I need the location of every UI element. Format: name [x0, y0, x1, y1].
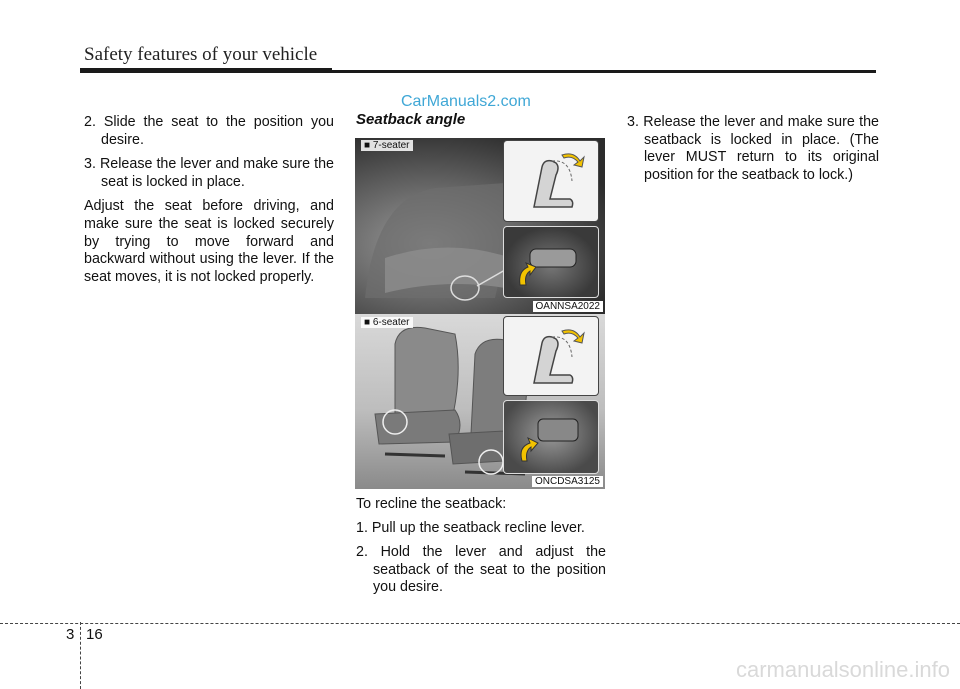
lever-closeup-inset — [503, 226, 599, 298]
seat-recline-icon — [504, 141, 598, 221]
body-paragraph: Adjust the seat before driving, and make sure the seat is locked securely by trying to move forward and backward without using the lever. If the seat moves, it is not locked properly. — [84, 198, 334, 285]
page-number: 16 — [86, 626, 103, 643]
watermark-link[interactable]: CarManuals2.com — [401, 93, 531, 110]
recline-diagram-inset — [503, 140, 599, 222]
seat-recline-icon — [504, 317, 598, 395]
figure-tag: ■ 7-seater — [361, 140, 413, 151]
lever-arrow-icon — [504, 227, 598, 297]
figure-7-seater — [355, 138, 605, 314]
header-rule — [80, 70, 876, 73]
lever-closeup-inset — [503, 400, 599, 474]
lever-arrow-icon — [504, 401, 598, 473]
instruction-step: 1. Pull up the seatback recline lever. — [356, 519, 585, 536]
page-header-title: Safety features of your vehicle — [84, 44, 318, 65]
instruction-step: 3. Release the lever and make sure the seatback is locked in place. (The lever MUST return to its original position for the seatback to lock.) — [627, 114, 879, 183]
column-3 — [627, 114, 879, 191]
chapter-number: 3 — [66, 626, 75, 643]
instruction-step: 2. Slide the seat to the position you desire. — [84, 114, 334, 148]
instruction-step: 3. Release the lever and make sure the seat is locked in place. — [84, 156, 334, 190]
site-watermark: carmanualsonline.info — [735, 657, 950, 682]
figure-code: ONCDSA3125 — [532, 476, 603, 487]
column-2 — [356, 496, 606, 604]
column-1 — [84, 114, 334, 286]
body-paragraph: To recline the seatback: — [356, 496, 507, 512]
section-heading: Seatback angle — [356, 111, 466, 128]
footer-divider — [80, 622, 81, 689]
figure-6-seater — [355, 314, 605, 489]
figure-tag: ■ 6-seater — [361, 317, 413, 328]
instruction-step: 2. Hold the lever and adjust the seatback of the seat to the position you desire. — [356, 544, 606, 596]
figure-code: OANNSA2022 — [533, 301, 603, 312]
recline-diagram-inset — [503, 316, 599, 396]
footer-rule — [0, 623, 960, 624]
